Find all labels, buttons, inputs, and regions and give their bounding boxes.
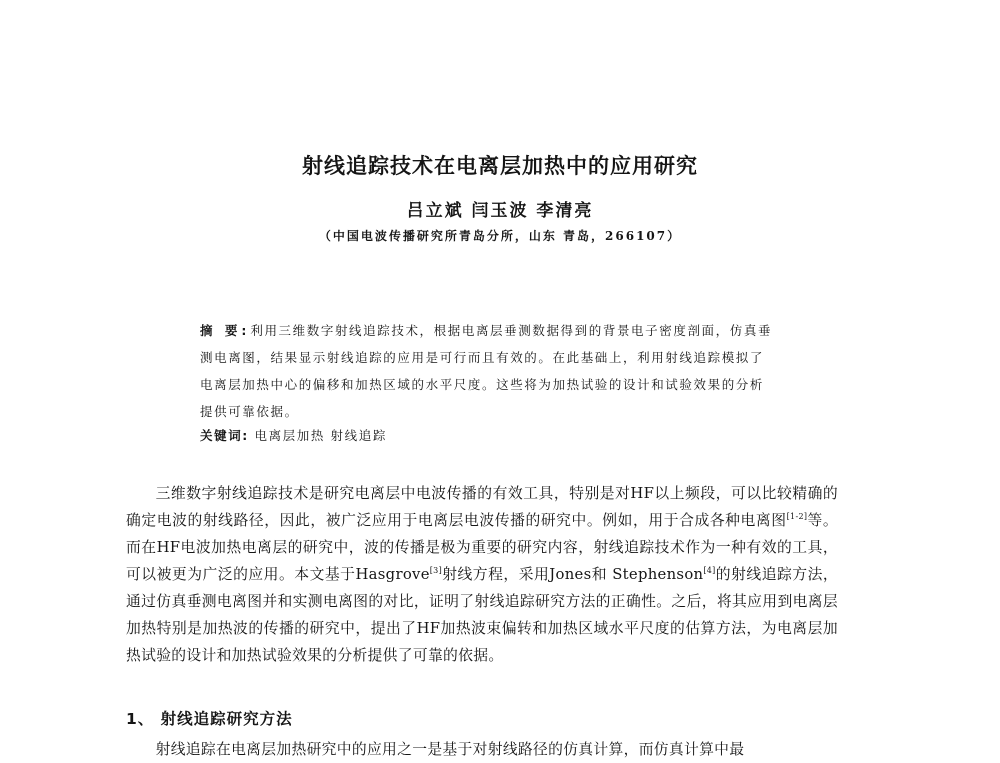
keywords-text: 电离层加热 射线追踪: [254, 428, 387, 443]
paper-title: 射线追踪技术在电离层加热中的应用研究: [302, 154, 698, 178]
keywords-label: 关键词:: [200, 428, 249, 443]
section-heading: 1、 射线追踪研究方法: [126, 710, 293, 728]
section-paragraph: 射线追踪在电离层加热研究中的应用之一是基于对射线路径的仿真计算，而仿真计算中最: [155, 741, 745, 758]
intro-text-4: 的射线追踪方法，通过仿真垂测电离图并和实测电离图的对比，证明了射线追踪研究方法的正确性。之后，将其应用到电离层加热特别是加热波的传播的研究中，提出了HF加热波束偏转和加热区域水平尺度的估算方法，为电离层加热试验的设计和加热试验效果的分析提供了可靠的依据。: [126, 566, 838, 664]
intro-text-2: 等。而在HF电波加热电离层的研究中，波的传播是极为重要的研究内容，射线追踪技术作为一种有效的工具，可以被更为广泛的应用。本文基于Hasgrove: [126, 512, 838, 583]
abstract-label: 摘 要:: [200, 323, 251, 338]
citation-ref: [3]: [429, 566, 442, 575]
keywords: [200, 426, 775, 444]
intro-paragraph: [126, 480, 838, 669]
intro-text-3: 射线方程，采用Jones和 Stephenson: [442, 566, 704, 583]
citation-ref: [4]: [703, 566, 716, 575]
paper-affiliation: （中国电波传播研究所青岛分所，山东 青岛，266107）: [318, 229, 682, 243]
paper-authors: 吕立斌 闫玉波 李清亮: [406, 201, 594, 221]
abstract-text: 利用三维数字射线追踪技术，根据电离层垂测数据得到的背景电子密度剖面，仿真垂测电离图，结果显示射线追踪的应用是可行而且有效的。在此基础上，利用射线追踪模拟了电离层加热中心的偏移和加热区域的水平尺度。这些将为加热试验的设计和试验效果的分析提供可靠依据。: [200, 323, 773, 419]
citation-ref: [1-2]: [786, 512, 808, 521]
abstract: [200, 317, 775, 425]
intro-text-1: 三维数字射线追踪技术是研究电离层中电波传播的有效工具，特别是对HF以上频段，可以比较精确的确定电波的射线路径，因此，被广泛应用于电离层电波传播的研究中。例如，用于合成各种电离图: [126, 485, 838, 529]
